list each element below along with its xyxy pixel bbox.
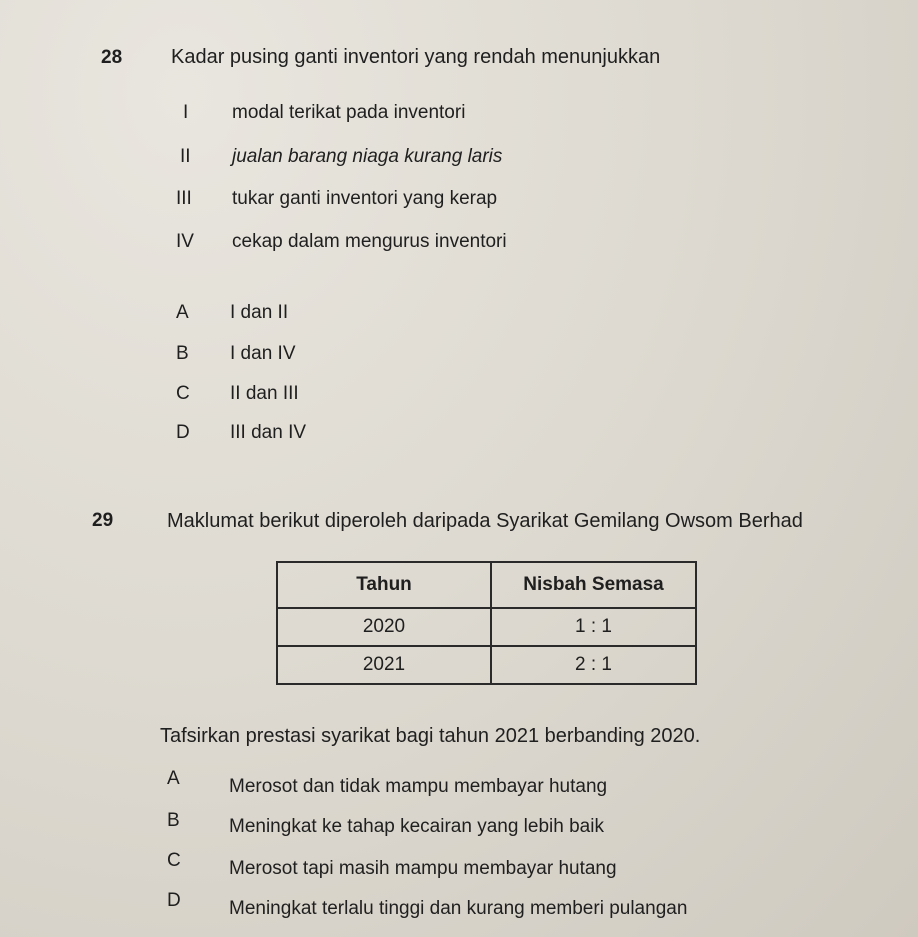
- statement-text: cekap dalam mengurus inventori: [232, 231, 507, 252]
- option-text[interactable]: I dan IV: [230, 343, 296, 364]
- table-cell-year: 2021: [277, 646, 491, 684]
- statement-roman: II: [180, 146, 191, 167]
- option-letter[interactable]: C: [176, 383, 190, 404]
- statement-text: jualan barang niaga kurang laris: [232, 146, 503, 167]
- table-row: [277, 608, 696, 646]
- option-letter[interactable]: B: [176, 343, 189, 364]
- option-letter[interactable]: A: [167, 768, 180, 789]
- statement-roman: I: [183, 102, 189, 123]
- option-text[interactable]: III dan IV: [230, 422, 307, 443]
- table-header-year: Tahun: [277, 562, 491, 608]
- table-cell-ratio: 1 : 1: [491, 608, 696, 646]
- question-29-prompt: Tafsirkan prestasi syarikat bagi tahun 2021 berbanding 2020.: [160, 725, 701, 747]
- statement-roman: III: [176, 188, 192, 209]
- question-28-text: Kadar pusing ganti inventori yang rendah menunjukkan: [171, 46, 661, 68]
- question-28-number: 28: [101, 47, 123, 68]
- option-text[interactable]: II dan III: [230, 383, 299, 404]
- option-letter[interactable]: D: [176, 422, 190, 443]
- table-cell-year: 2020: [277, 608, 491, 646]
- option-letter[interactable]: A: [176, 302, 189, 323]
- table-header-ratio: Nisbah Semasa: [491, 562, 696, 608]
- option-letter[interactable]: C: [167, 850, 181, 871]
- question-29-number: 29: [92, 510, 114, 531]
- option-text[interactable]: Meningkat ke tahap kecairan yang lebih baik: [229, 816, 604, 837]
- statement-roman: IV: [176, 231, 194, 252]
- table-header-row: [277, 562, 696, 608]
- table-cell-ratio: 2 : 1: [491, 646, 696, 684]
- table-row: [277, 646, 696, 684]
- option-text[interactable]: Meningkat terlalu tinggi dan kurang memberi pulangan: [229, 898, 688, 919]
- option-letter[interactable]: B: [167, 810, 180, 831]
- current-ratio-table: [276, 561, 697, 685]
- option-text[interactable]: I dan II: [230, 302, 289, 323]
- statement-text: tukar ganti inventori yang kerap: [232, 188, 498, 209]
- question-29-text: Maklumat berikut diperoleh daripada Syarikat Gemilang Owsom Berhad: [167, 510, 803, 532]
- option-text[interactable]: Merosot dan tidak mampu membayar hutang: [229, 776, 608, 797]
- option-text[interactable]: Merosot tapi masih mampu membayar hutang: [229, 858, 617, 879]
- statement-text: modal terikat pada inventori: [232, 102, 466, 123]
- option-letter[interactable]: D: [167, 890, 181, 911]
